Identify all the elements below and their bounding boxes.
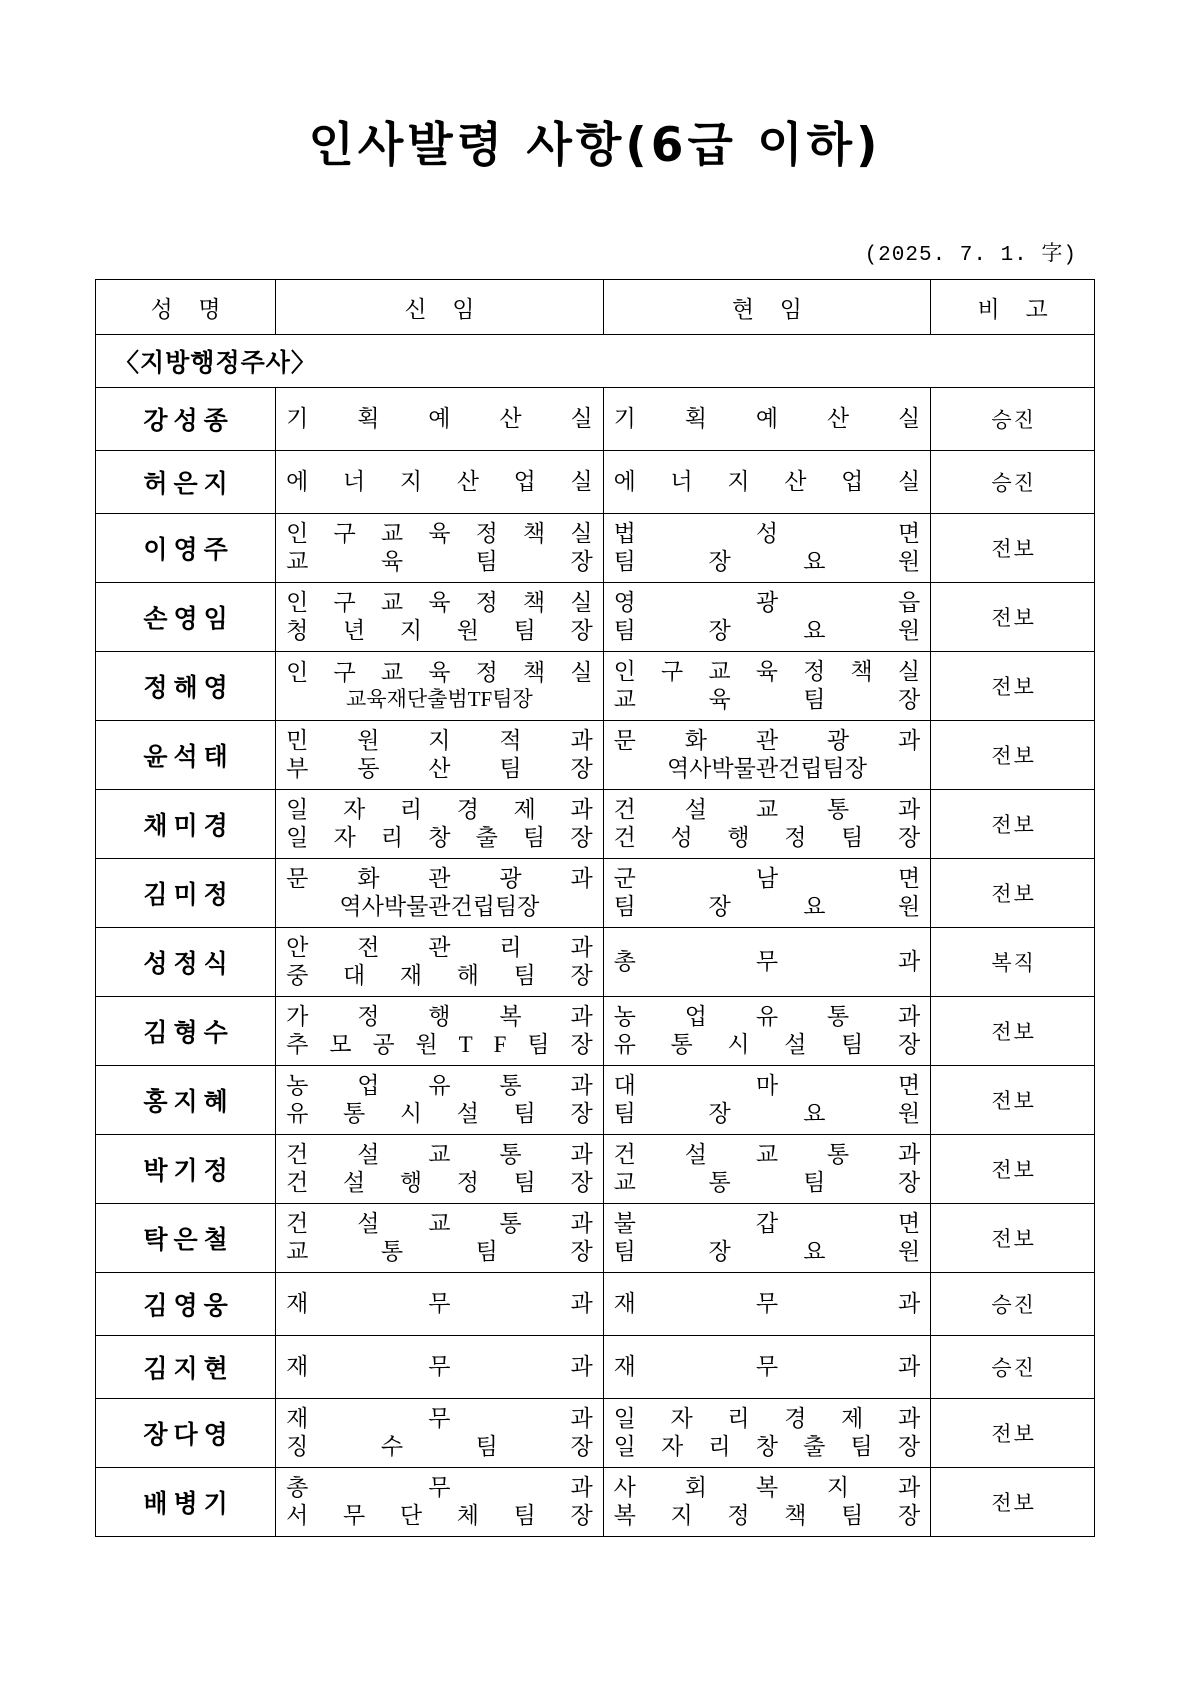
table-row [96, 1135, 1095, 1204]
table-row [96, 583, 1095, 652]
table-row [96, 451, 1095, 514]
new-post-cell [276, 652, 604, 721]
table-body [96, 335, 1095, 1537]
new-post-cell [276, 1135, 604, 1204]
table-row [96, 1066, 1095, 1135]
new-post-text: 안 전 관 리 과 중 대 재 해 팀 장 [286, 934, 593, 988]
table-row [96, 388, 1095, 451]
table-row [96, 997, 1095, 1066]
cur-post-text: 건 설 교 통 과 건 성 행 정 팀 장 [613, 796, 921, 850]
note-cell: 전보 [931, 1204, 1095, 1273]
current-post-cell [603, 928, 931, 997]
employee-name: 강성종 [96, 388, 276, 451]
current-post-cell [603, 451, 931, 514]
new-post-text: 건 설 교 통 과 교 통 팀 장 [286, 1210, 593, 1264]
note-cell: 승진 [931, 451, 1095, 514]
employee-name: 이영주 [96, 514, 276, 583]
current-post-cell [603, 1066, 931, 1135]
table-row [96, 1273, 1095, 1336]
table-row [96, 928, 1095, 997]
cur-post-text: 법 성 면 팀 장 요 원 [613, 520, 921, 574]
new-post-cell [276, 859, 604, 928]
table-row [96, 1204, 1095, 1273]
employee-name: 장다영 [96, 1399, 276, 1468]
new-post-cell [276, 1468, 604, 1537]
cur-post-text: 일 자 리 경 제 과 일 자 리 창 출 팀 장 [613, 1405, 921, 1459]
cur-post-text: 영 광 읍 팀 장 요 원 [613, 589, 921, 643]
note-cell: 전보 [931, 790, 1095, 859]
cur-post-text: 총 무 과 [613, 948, 921, 974]
cur-post-text: 군 남 면 팀 장 요 원 [613, 865, 921, 919]
section-heading-row [96, 335, 1095, 388]
new-post-cell [276, 1204, 604, 1273]
note-cell: 전보 [931, 514, 1095, 583]
column-header-name: 성 명 [96, 280, 276, 335]
new-post-text: 일 자 리 경 제 과 일 자 리 창 출 팀 장 [286, 796, 593, 850]
current-post-cell [603, 514, 931, 583]
table-row [96, 790, 1095, 859]
note-cell: 전보 [931, 1135, 1095, 1204]
new-post-cell [276, 451, 604, 514]
table-row [96, 1399, 1095, 1468]
table-header-row [96, 280, 1095, 335]
new-post-cell [276, 1336, 604, 1399]
cur-post-text: 사 회 복 지 과 복 지 정 책 팀 장 [613, 1474, 921, 1528]
employee-name: 배병기 [96, 1468, 276, 1537]
cur-post-text: 건 설 교 통 과 교 통 팀 장 [613, 1141, 921, 1195]
personnel-appointment-table [95, 279, 1095, 1537]
cur-post-text: 인 구 교 육 정 책 실 교 육 팀 장 [613, 658, 921, 712]
note-cell: 전보 [931, 1066, 1095, 1135]
table-row [96, 721, 1095, 790]
employee-name: 정해영 [96, 652, 276, 721]
table-row [96, 652, 1095, 721]
employee-name: 김형수 [96, 997, 276, 1066]
note-cell: 승진 [931, 388, 1095, 451]
cur-post-text: 농 업 유 통 과 유 통 시 설 팀 장 [613, 1003, 921, 1057]
new-post-cell [276, 1066, 604, 1135]
cur-post-text: 대 마 면 팀 장 요 원 [613, 1072, 921, 1126]
note-cell: 전보 [931, 1468, 1095, 1537]
current-post-cell [603, 997, 931, 1066]
page-title: 인사발령 사항(6급 이하) [308, 118, 882, 173]
new-post-text: 건 설 교 통 과 건 설 행 정 팀 장 [286, 1141, 593, 1195]
current-post-cell [603, 859, 931, 928]
current-post-cell [603, 1399, 931, 1468]
cur-post-text: 재 무 과 [613, 1353, 921, 1379]
new-post-text: 재 무 과 [286, 1290, 593, 1316]
current-post-cell [603, 790, 931, 859]
current-post-cell [603, 388, 931, 451]
note-cell: 전보 [931, 859, 1095, 928]
section-label: 〈지방행정주사〉 [96, 335, 1095, 388]
note-cell: 전보 [931, 1399, 1095, 1468]
current-post-cell [603, 1468, 931, 1537]
employee-name: 탁은철 [96, 1204, 276, 1273]
new-post-text: 재 무 과 징 수 팀 장 [286, 1405, 593, 1459]
cur-post-text: 기 획 예 산 실 [613, 405, 921, 431]
note-cell: 전보 [931, 652, 1095, 721]
new-post-cell [276, 514, 604, 583]
new-post-text: 인 구 교 육 정 책 실 청 년 지 원 팀 장 [286, 589, 593, 643]
table-row [96, 859, 1095, 928]
employee-name: 김영웅 [96, 1273, 276, 1336]
current-post-cell [603, 721, 931, 790]
new-post-text: 농 업 유 통 과 유 통 시 설 팀 장 [286, 1072, 593, 1126]
note-cell: 전보 [931, 583, 1095, 652]
new-post-cell [276, 928, 604, 997]
new-post-text: 인 구 교 육 정 책 실 교 육 팀 장 [286, 520, 593, 574]
table-row [96, 1468, 1095, 1537]
employee-name: 박기정 [96, 1135, 276, 1204]
new-post-text: 재 무 과 [286, 1353, 593, 1379]
new-post-text: 문 화 관 광 과 역사박물관건립팀장 [286, 865, 593, 919]
cur-post-text: 문 화 관 광 과 역사박물관건립팀장 [613, 727, 921, 781]
employee-name: 김미정 [96, 859, 276, 928]
table-row [96, 1336, 1095, 1399]
note-cell: 승진 [931, 1336, 1095, 1399]
current-post-cell [603, 1204, 931, 1273]
new-post-text: 총 무 과 서 무 단 체 팀 장 [286, 1474, 593, 1528]
new-post-text: 에 너 지 산 업 실 [286, 468, 593, 494]
new-post-cell [276, 1399, 604, 1468]
new-post-cell [276, 583, 604, 652]
employee-name: 손영임 [96, 583, 276, 652]
cur-post-text: 에 너 지 산 업 실 [613, 468, 921, 494]
new-post-text: 가 정 행 복 과 추 모 공 원 T F 팀 장 [286, 1003, 593, 1057]
new-post-cell [276, 790, 604, 859]
column-header-current-post: 현 임 [603, 280, 931, 335]
column-header-new-post: 신 임 [276, 280, 604, 335]
new-post-cell [276, 721, 604, 790]
new-post-cell [276, 388, 604, 451]
current-post-cell [603, 652, 931, 721]
effective-date: (2025. 7. 1. 字) [864, 244, 1077, 267]
current-post-cell [603, 583, 931, 652]
new-post-text: 민 원 지 적 과 부 동 산 팀 장 [286, 727, 593, 781]
new-post-text: 기 획 예 산 실 [286, 405, 593, 431]
note-cell: 전보 [931, 721, 1095, 790]
employee-name: 윤석태 [96, 721, 276, 790]
new-post-text: 인 구 교 육 정 책 실 교육재단출범TF팀장 [286, 660, 593, 712]
employee-name: 채미경 [96, 790, 276, 859]
note-cell: 승진 [931, 1273, 1095, 1336]
new-post-cell [276, 997, 604, 1066]
employee-name: 홍지혜 [96, 1066, 276, 1135]
employee-name: 김지현 [96, 1336, 276, 1399]
cur-post-text: 재 무 과 [613, 1290, 921, 1316]
current-post-cell [603, 1273, 931, 1336]
note-cell: 복직 [931, 928, 1095, 997]
column-header-note: 비 고 [931, 280, 1095, 335]
current-post-cell [603, 1336, 931, 1399]
new-post-cell [276, 1273, 604, 1336]
employee-name: 성정식 [96, 928, 276, 997]
employee-name: 허은지 [96, 451, 276, 514]
table-row [96, 514, 1095, 583]
cur-post-text: 불 갑 면 팀 장 요 원 [613, 1210, 921, 1264]
current-post-cell [603, 1135, 931, 1204]
note-cell: 전보 [931, 997, 1095, 1066]
